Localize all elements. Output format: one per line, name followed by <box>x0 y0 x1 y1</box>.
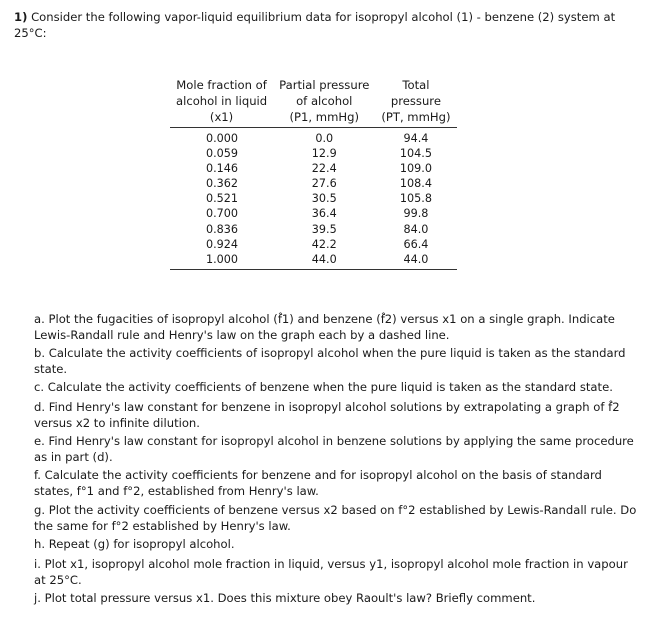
header-partial-pressure: Partial pressure of alcohol (P1, mmHg) <box>273 77 375 128</box>
table-row: 0.059 12.9 104.5 <box>206 147 432 161</box>
problem-statement <box>14 9 639 41</box>
header-total-pressure: Total pressure (PT, mmHg) <box>375 77 456 128</box>
table-row: 0.146 22.4 109.0 <box>206 162 432 176</box>
table-row: 0.000 0.0 94.4 <box>206 132 429 145</box>
table-row: 0.924 42.2 66.4 <box>206 237 429 251</box>
question-a: a. Plot the fugacities of isopropyl alcohol (f̂1) and benzene (f̂2) versus x1 on a single graph. Indicate Lewis-Randall rule and Henry's law on the graph each by a dashed line. <box>34 312 615 342</box>
problem-number: 1) <box>14 10 28 24</box>
table-row: 0.521 30.5 105.8 <box>206 192 432 206</box>
table-row: 0.836 39.5 84.0 <box>206 222 429 236</box>
table-header-row <box>170 77 457 128</box>
question-f: f. Calculate the activity coefficients for benzene and for isopropyl alcohol on the basis of standard states, f°1 and f°2, established from Henry's law. <box>34 468 602 498</box>
question-e: e. Find Henry's law constant for isopropyl alcohol in benzene solutions by applying the same procedure as in part (d). <box>34 434 634 464</box>
question-b: b. Calculate the activity coefficients of isopropyl alcohol when the pure liquid is taken as the standard state. <box>34 346 626 376</box>
question-j: j. Plot total pressure versus x1. Does this mixture obey Raoult's law? Briefly comment. <box>34 591 536 605</box>
question-i: i. Plot x1, isopropyl alcohol mole fraction in liquid, versus y1, isopropyl alcohol mole fraction in vapour at 25°C. <box>34 557 628 587</box>
question-h: h. Repeat (g) for isopropyl alcohol. <box>34 537 235 551</box>
question-g: g. Plot the activity coefficients of benzene versus x2 based on f°2 established by Lewis-Randall rule. Do the same for f°2 established by Henry's law. <box>34 503 637 533</box>
table-row: 0.700 36.4 99.8 <box>206 207 429 221</box>
question-d: d. Find Henry's law constant for benzene in isopropyl alcohol solutions by extrapolating a graph of f̂2 versus x2 to infinite dilution. <box>34 400 620 430</box>
header-mole-fraction: Mole fraction of alcohol in liquid (x1) <box>170 77 273 128</box>
vle-data-table <box>170 77 457 270</box>
table-row: 0.362 27.6 108.4 <box>206 177 432 191</box>
problem-intro: Consider the following vapor-liquid equilibrium data for isopropyl alcohol (1) - benzene (2) system at 25°C: <box>14 10 616 40</box>
table-row: 1.000 44.0 44.0 <box>170 252 457 270</box>
question-c: c. Calculate the activity coefficients of benzene when the pure liquid is taken as the standard state. <box>34 380 613 394</box>
